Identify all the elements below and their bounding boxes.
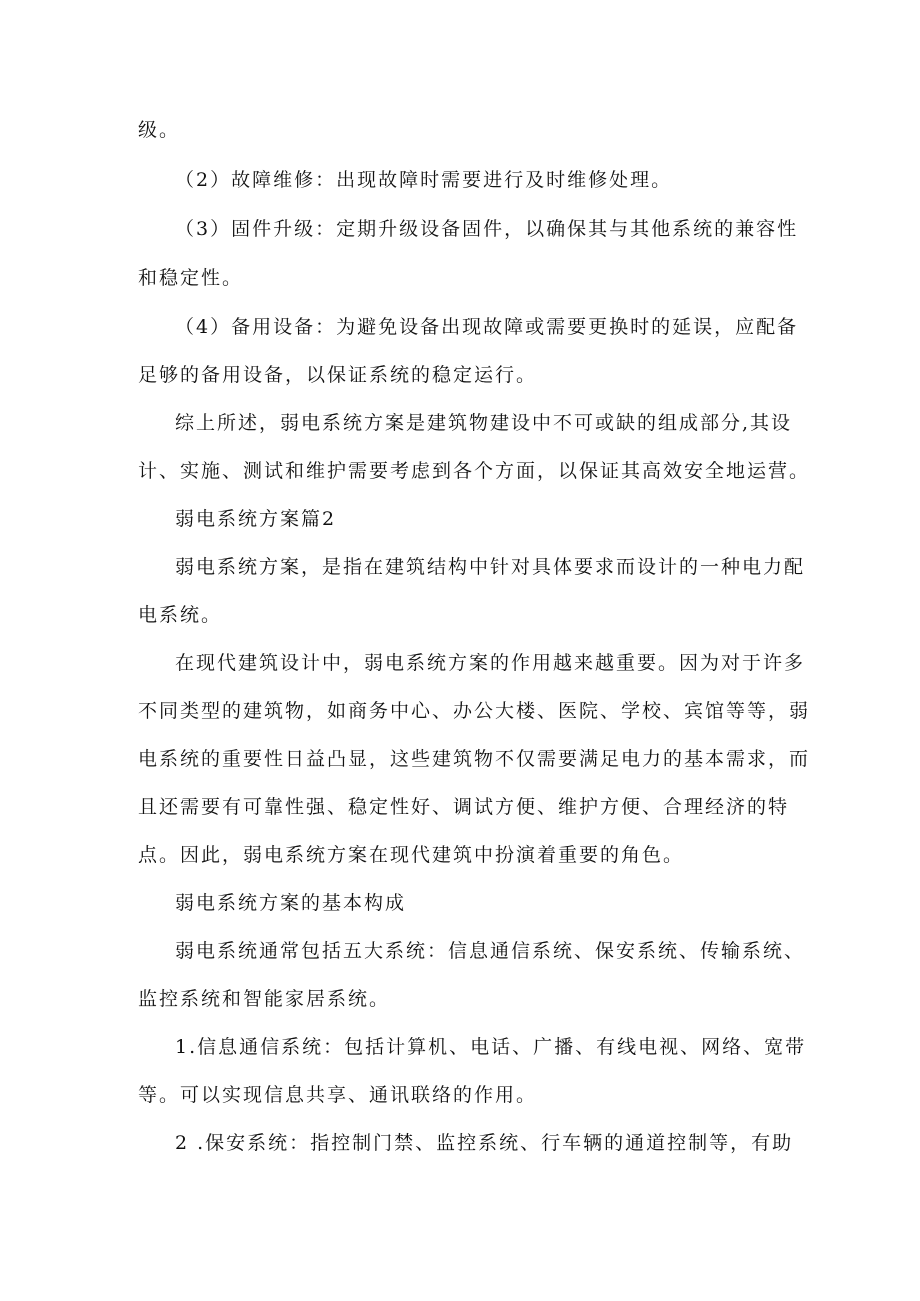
section-heading: 弱电系统方案篇2 xyxy=(175,508,337,530)
text-line: 监控系统和智能家居系统。 xyxy=(138,988,391,1010)
text-line: 点。因此，弱电系统方案在现代建筑中扮演着重要的角色。 xyxy=(138,844,685,866)
section-heading: 弱电系统方案的基本构成 xyxy=(175,892,407,914)
text-line: 计、实施、测试和维护需要考虑到各个方面，以保证其高效安全地运营。 xyxy=(138,460,811,482)
text-line: （2）故障维修：出现故障时需要进行及时维修处理。 xyxy=(175,169,673,191)
text-line: （3）固件升级：定期升级设备固件，以确保其与其他系统的兼容性 xyxy=(175,218,799,240)
text-line: 综上所述，弱电系统方案是建筑物建设中不可或缺的组成部分,其设 xyxy=(175,412,793,434)
text-line: 且还需要有可靠性强、稳定性好、调试方便、维护方便、合理经济的特 xyxy=(138,796,790,818)
text-line: 电系统的重要性日益凸显，这些建筑物不仅需要满足电力的基本需求，而 xyxy=(138,748,811,770)
text-line: 电系统。 xyxy=(138,604,223,626)
text-line: 和稳定性。 xyxy=(138,267,244,289)
text-line: 足够的备用设备，以保证系统的稳定运行。 xyxy=(138,364,538,386)
text-line: 弱电系统通常包括五大系统：信息通信系统、保安系统、传输系统、 xyxy=(175,940,806,962)
text-line: （4）备用设备：为避免设备出现故障或需要更换时的延误，应配备 xyxy=(175,316,799,338)
text-line: 1.信息通信系统：包括计算机、电话、广播、有线电视、网络、宽带 xyxy=(175,1036,807,1058)
text-line: 2 .保安系统：指控制门禁、监控系统、行车辆的通道控制等，有助 xyxy=(175,1132,794,1154)
text-line: 级。 xyxy=(138,119,181,141)
text-line: 不同类型的建筑物，如商务中心、办公大楼、医院、学校、宾馆等等，弱 xyxy=(138,700,811,722)
text-line: 等。可以实现信息共享、通讯联络的作用。 xyxy=(138,1084,538,1106)
text-line: 弱电系统方案，是指在建筑结构中针对具体要求而设计的一种电力配 xyxy=(175,556,806,578)
text-line: 在现代建筑设计中，弱电系统方案的作用越来越重要。因为对于许多 xyxy=(175,652,806,674)
